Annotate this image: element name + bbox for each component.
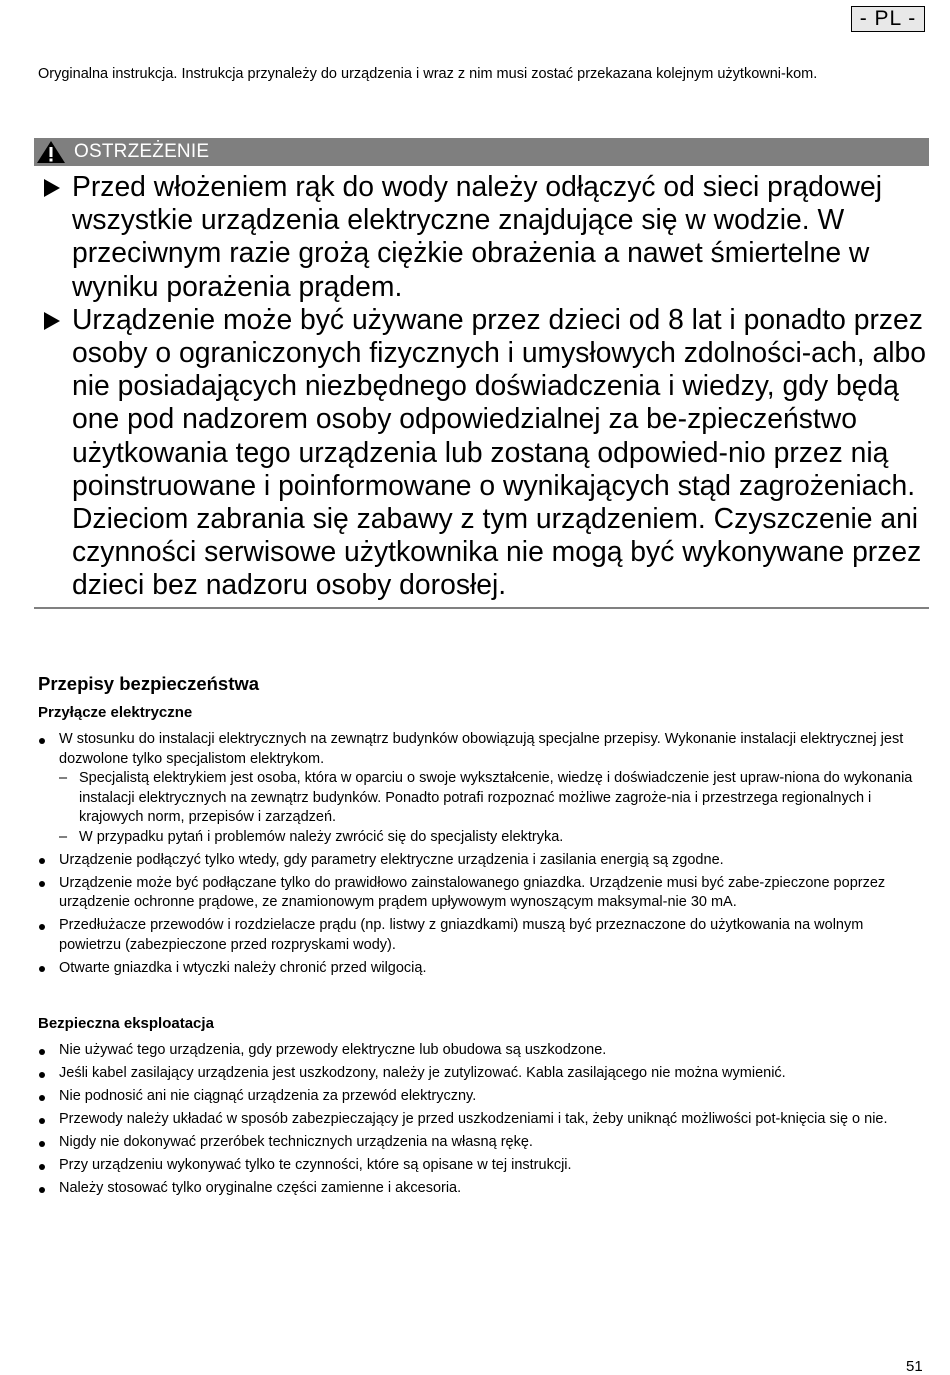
bullet-icon: [39, 738, 45, 744]
bullet-icon: [39, 881, 45, 887]
list-item-text: Przedłużacze przewodów i rozdzielacze prądu (np. listwy z gniazdkami) muszą być przeznaczone do użytkowania na wolnym powietrzu (zabezpieczone przed rozpryskami wody).: [59, 917, 864, 953]
subsection-title-operation: Bezpieczna eksploatacja: [38, 1015, 214, 1032]
dash-bullet: –: [59, 770, 68, 786]
list-item: [38, 1179, 918, 1199]
intro-text: Oryginalna instrukcja. Instrukcja przynależy do urządzenia i wraz z nim musi zostać przekazana kolejnym użytkowni-kom.: [38, 66, 818, 82]
warning-list: [40, 170, 930, 602]
sub-list-item-text: W przypadku pytań i problemów należy zwrócić się do specjalisty elektryka.: [79, 828, 564, 845]
list-item-text: Urządzenie podłączyć tylko wtedy, gdy parametry elektryczne urządzenia i zasilania energią są zgodne.: [59, 851, 724, 868]
warning-triangle-icon: [36, 140, 66, 164]
bullet-icon: [39, 1141, 45, 1147]
list-item: [38, 851, 918, 871]
list-item: [38, 1087, 918, 1107]
warning-item: [40, 303, 930, 602]
warning-divider: [34, 607, 929, 609]
bullet-icon: [39, 858, 45, 864]
warning-item-text: Urządzenie może być używane przez dzieci od 8 lat i ponadto przez osoby o ograniczonych fizycznych i umysłowych zdolności-ach, albo nie posiadających niezbędnego doświadczenia i wiedzy, gdy będą one pod nadzorem osoby odpowiedzialnej za be-zpieczeństwo użytkowania tego urządzenia lub zostaną odpowied-nio przez nią poinstruowane i poinformowane o wynikających stąd zagrożeniach. Dzieciom zabrania się zabawy z tym urządzeniem. Czyszczenie ani czynności serwisowe użytkownika nie mogą być wykonywane przez dzieci bez nadzoru osoby dorosłej.: [72, 302, 927, 601]
operation-list: [38, 1041, 918, 1202]
dash-bullet: –: [59, 828, 68, 845]
bullet-icon: [39, 1072, 45, 1078]
subsection-title-electrical: Przyłącze elektryczne: [38, 704, 193, 721]
page-number: 51: [906, 1358, 923, 1375]
list-item: [38, 1064, 918, 1084]
arrow-bullet-icon: [44, 179, 60, 197]
bullet-icon: [39, 1095, 45, 1101]
sub-list: [59, 769, 918, 847]
list-item-text: Nigdy nie dokonywać przeróbek technicznych urządzenia na własną rękę.: [59, 1134, 533, 1150]
warning-header: [34, 138, 929, 166]
list-item: [38, 1110, 918, 1130]
language-badge: - PL -: [851, 6, 925, 32]
electrical-list: [38, 730, 918, 982]
bullet-icon: [39, 966, 45, 972]
bullet-icon: [39, 924, 45, 930]
list-item-text: W stosunku do instalacji elektrycznych na zewnątrz budynków obowiązują specjalne przepisy. Wykonanie instalacji elektrycznej jest dozwolone tylko specjalistom elektrykom.: [59, 731, 904, 767]
sub-list-item-text: Specjalistą elektrykiem jest osoba, która w oparciu o swoje wykształcenie, wiedzę i doświadczenie jest upraw-niona do wykonania instalacji elektrycznych na zewnątrz budynków. Ponadto potrafi rozpoznać możliwe zagroże-nia i przestrzega regionalnych i krajowych norm, przepisów i zarządzeń.: [79, 770, 913, 825]
section-title: Przepisy bezpieczeństwa: [38, 673, 260, 694]
list-item: [38, 730, 918, 847]
warning-item: [40, 170, 930, 303]
sub-list-item: [59, 769, 918, 828]
warning-title: OSTRZEŻENIE: [74, 141, 210, 162]
list-item-text: Przewody należy układać w sposób zabezpieczający je przed uszkodzeniami i tak, żeby uniknąć możliwości pot-knięcia się o nie.: [59, 1111, 888, 1127]
list-item-text: Nie podnosić ani nie ciągnąć urządzenia za przewód elektryczny.: [59, 1088, 477, 1104]
list-item: [38, 1133, 918, 1153]
bullet-icon: [39, 1049, 45, 1055]
list-item: [38, 874, 918, 913]
list-item-text: Należy stosować tylko oryginalne części zamienne i akcesoria.: [59, 1180, 462, 1196]
arrow-bullet-icon: [44, 312, 60, 330]
warning-item-text: Przed włożeniem rąk do wody należy odłączyć od sieci prądowej wszystkie urządzenia elektryczne znajdujące się w wodzie. W przeciwnym razie grożą ciężkie obrażenia a nawet śmiertelne w wyniku porażenia prądem.: [72, 170, 882, 302]
list-item: [38, 916, 918, 955]
list-item-text: Nie używać tego urządzenia, gdy przewody elektryczne lub obudowa są uszkodzone.: [59, 1042, 607, 1058]
list-item-text: Urządzenie może być podłączane tylko do prawidłowo zainstalowanego gniazdka. Urządzenie musi być zabe-zpieczone poprzez urządzenie ochronne prądowe, ze znamionowym prądem upływowym wynoszącym maksymal-nie 30 mA.: [59, 874, 886, 910]
list-item-text: Przy urządzeniu wykonywać tylko te czynności, które są opisane w tej instrukcji.: [59, 1157, 572, 1173]
list-item: [38, 959, 918, 979]
list-item-text: Otwarte gniazdka i wtyczki należy chronić przed wilgocią.: [59, 959, 427, 976]
list-item: [38, 1156, 918, 1176]
bullet-icon: [39, 1118, 45, 1124]
bullet-icon: [39, 1187, 45, 1193]
list-item-text: Jeśli kabel zasilający urządzenia jest uszkodzony, należy je zutylizować. Kabla zasilającego nie można wymienić.: [59, 1065, 786, 1081]
bullet-icon: [39, 1164, 45, 1170]
list-item: [38, 1041, 918, 1061]
sub-list-item: [59, 828, 918, 848]
